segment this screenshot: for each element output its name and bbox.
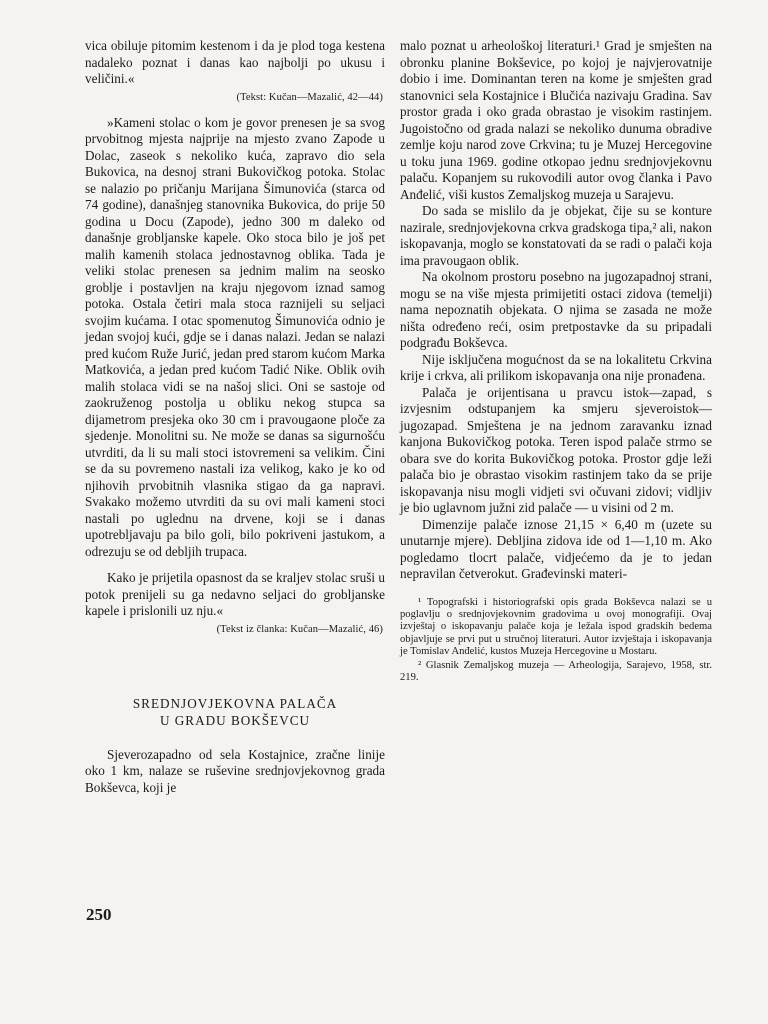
paragraph: Do sada se mislilo da je objekat, čije su se konture nazirale, srednjovjekovna crkva gradskoga tipa,² ali, nakon iskopavanja, moglo se konstatovati da se radi o palači koja ima pravougaon oblik.	[400, 203, 712, 268]
footnote: ² Glasnik Zemaljskog muzeja — Arheologija, Sarajevo, 1958, str. 219.	[400, 659, 712, 683]
paragraph: Dimenzije palače iznose 21,15 × 6,40 m (uzete su unutarnje mjere). Debljina zidova ide od 1—1,10 m. Ako pogledamo tlocrt palače, vidjećemo da je to jedan nepravilan četverokut. Građevinski materi-	[400, 516, 712, 581]
source-citation: (Tekst iz članka: Kučan—Mazalić, 46)	[216, 623, 383, 635]
section-title	[85, 695, 385, 729]
footnote: ¹ Topografski i historiografski opis grada Bokševca nalazi se u poglavlju o srednjovjekovnim gradovima u ovoj monografiji. Ovaj izvještaj o iskopavanju palače koja je ležala ispod gradskih bedema objavljuje se prvi put u stručnoj literaturi. Autor izvještaja i iskopavanja je Tomislav Anđelić, kustos Muzeja Hercegovine u Mostaru.	[400, 596, 712, 658]
paragraph: »Kameni stolac o kom je govor prenesen je sa svog prvobitnog mjesta najprije na mjesto zvano Zapode u Dolac, zaseok s nekoliko kuća, zapravo dio sela Bukovica, na desnoj strani Bukovičkog potoka. Stolac se nalazio po pričanju Marijana Šimunovića (starca od 74 godine), današnjeg stanovnika Bukovica, do prije 50 godina u Docu (Zapode), jedno 300 m daleko od današnje grobljanske kapele. Oko stoca bilo je još pet malih kamenih stolaca jednostavnog oblika. Tada je veliki stolac prenesen sa jednim malim na seosko groblje i postavljen na kraju njegovom iznad samog potoka. Ostala četiri mala stoca raznijeli su seljaci svojim kućama. I otac spomenutog Šimunovića odnio je jedan svojoj kući, gdje se i danas nalazi. Jedan se nalazi pred kućom Ruže Jurić, jedan pred starom kućom Marka Matkovića, a jedan pred kućom Tadić Nike. Oblik ovih malih stolaca vidi se na našoj slici. Oni se sastoje od zaokruženog postolja u obliku nekog stupca sa dijametrom presjeka oko 30 cm i pravougaone ploče za sjedenje. Monolitni su. Ne može se danas sa sigurnošću utvrditi, da li su mali stoci istovremeni sa velikim. Čini se da su povremeno nastali iza velikog, kako je ko od njihovih prvobitnih vlasnika stigao da ga napravi. Svakako možemo utvrditi da su ovi mali kameni stoci nastali po uglednu na drvene, koji se i danas upotrebljavaju pa bilo goli, bilo pokriveni jastukom, a odrezuju se od debljih trupaca.	[85, 114, 385, 559]
page-number: 250	[86, 905, 112, 924]
right-column	[400, 38, 712, 685]
paragraph: Na okolnom prostoru posebno na jugozapadnoj strani, mogu se na više mjesta primijetiti ostaci zidova (temelji) nama nepoznatih objekata. O njima se zasada ne može ništa određeno reći, osim pretpostavke da su pripadali podgrađu Bokševca.	[400, 269, 712, 350]
paragraph: Palača je orijentisana u pravcu istok—zapad, s izvjesnim odstupanjem ka smjeru sjeveroistok—jugozapad. Smještena je na jednom zaravanku iznad kanjona Bukovičkog potoka. Teren ispod palače strmo se obara sve do korita Bukovičkog potoka. Prostor gdje leži palača bio je obrastao visokim rastinjem tako da se prije iskopavanja nisu mogli vidjeti svi očuvani zidovi; vidljiv je bio uglavnom južni zid palače — u visini od 2 m.	[400, 384, 712, 515]
paragraph: Sjeverozapadno od sela Kostajnice, zračne linije oko 1 km, nalaze se ruševine srednjovjekovnog grada Bokševca, koji je	[85, 746, 385, 795]
footnotes	[400, 597, 712, 685]
paragraph: Nije isključena mogućnost da se na lokalitetu Crkvina krije i crkva, ali prilikom iskopavanja ona nije pronađena.	[400, 351, 712, 383]
paragraph: vica obiluje pitomim kestenom i da je plod toga kestena nadaleko poznat i danas kao najbolji po ukusu i veličini.«	[85, 38, 385, 86]
paragraph: malo poznat u arheološkoj literaturi.¹ Grad je smješten na obronku planine Bokševice, po kojoj je najvjerovatnije dobio i ime. Dominantan teren na kome je smješten grad stanovnici sela Kostajnice i Blučića nazivaju Gradina. Sav prostor grada i oko grada obrastao je visokim rastinjem. Jugoistočno od grada nalazi se nekoliko dunuma obradive zemlje koju narod zove Crkvina; tu je Muzej Hercegovine u toku juna 1969. godine otkopao jednu srednjovjekovnu palaču. Kopanjem su rukovodili autor ovog članka i Pavo Anđelić, viši kustos Zemaljskog muzeja u Sarajevu.	[400, 38, 712, 202]
paragraph: Kako je prijetila opasnost da se kraljev stolac sruši u potok prenijeli su ga nedavno seljaci do grobljanske kapele i prislonili uz nju.«	[85, 570, 385, 618]
left-column	[85, 38, 385, 796]
source-citation: (Tekst: Kučan—Mazalić, 42—44)	[236, 91, 383, 103]
section-title-line: U GRADU BOKŠEVCU	[159, 712, 311, 728]
section-title-line: SREDNJOVJEKOVNA PALAČA	[132, 695, 338, 711]
